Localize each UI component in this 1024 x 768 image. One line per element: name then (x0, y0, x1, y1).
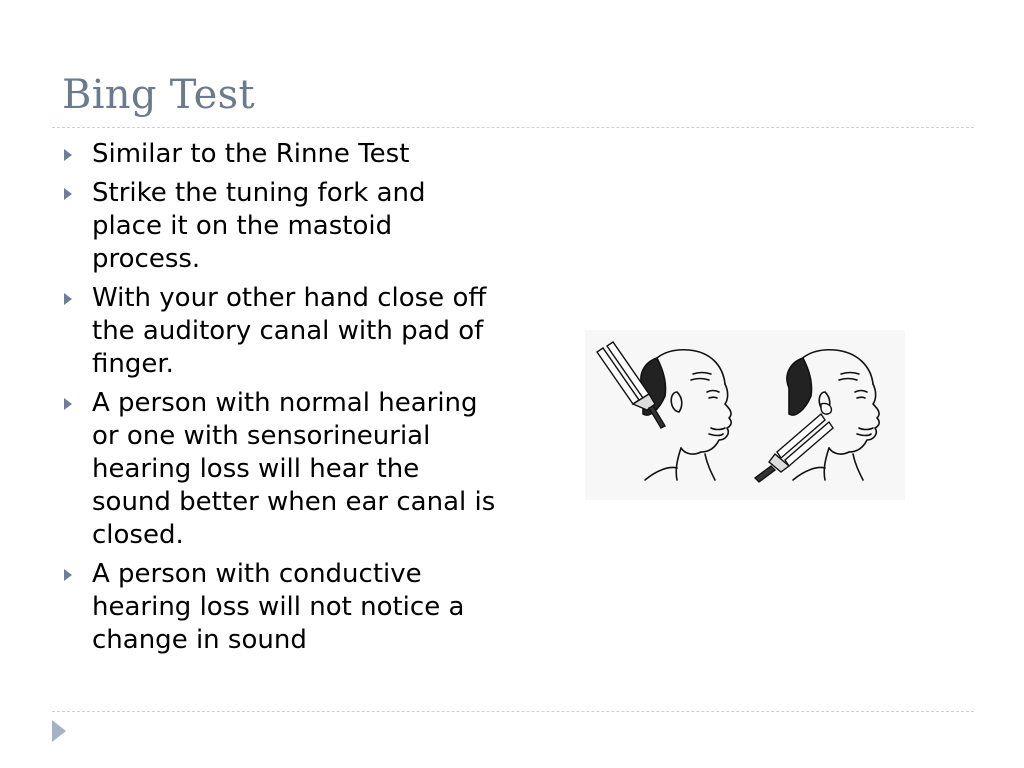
bullet-item (62, 387, 502, 552)
bullet-arrow-icon (64, 149, 72, 161)
bullet-text: With your other hand close off the auditory canal with pad of finger. (92, 283, 487, 379)
bullet-list (62, 138, 502, 663)
footer-divider (52, 711, 974, 712)
bullet-item (62, 282, 502, 381)
next-slide-icon[interactable] (52, 720, 66, 742)
bullet-text: A person with conductive hearing loss will not notice a change in sound (92, 559, 465, 655)
bullet-item (62, 558, 502, 657)
bullet-arrow-icon (64, 398, 72, 410)
bullet-text: Similar to the Rinne Test (92, 139, 410, 169)
bullet-text: A person with normal hearing or one with sensorineurial hearing loss will hear the sound better when ear canal is closed. (92, 388, 496, 550)
bullet-arrow-icon (64, 188, 72, 200)
slide-title: Bing Test (62, 72, 255, 118)
title-divider (52, 127, 974, 128)
bullet-arrow-icon (64, 293, 72, 305)
bullet-item (62, 138, 502, 171)
bullet-item (62, 177, 502, 276)
bing-test-illustration (585, 330, 905, 500)
bullet-text: Strike the tuning fork and place it on the mastoid process. (92, 178, 426, 274)
bullet-arrow-icon (64, 569, 72, 581)
